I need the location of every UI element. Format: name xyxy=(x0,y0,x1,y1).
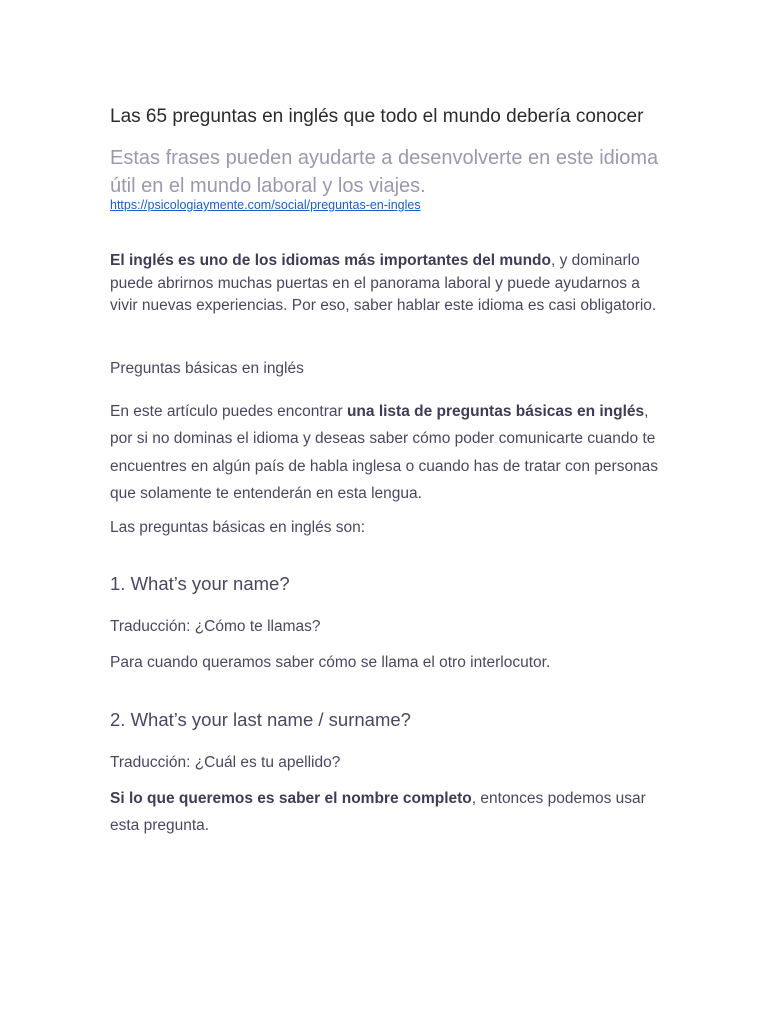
lead-paragraph xyxy=(110,250,670,318)
document-title: Las 65 preguntas en inglés que todo el mundo debería conocer xyxy=(110,106,644,127)
question-explanation-1 xyxy=(110,649,670,677)
source-link[interactable]: https://psicologiaymente.com/social/preguntas-en-ingles xyxy=(110,198,421,212)
question-heading-1: 1. What’s your name? xyxy=(110,573,290,594)
lead-bold-text: El inglés es uno de los idiomas más importantes del mundo xyxy=(110,252,551,269)
question-explanation-bold-2: Si lo que queremos es saber el nombre completo xyxy=(110,789,472,807)
list-intro-paragraph: Las preguntas básicas en inglés son: xyxy=(110,518,366,536)
section-intro-bold-text: una lista de preguntas básicas en inglés xyxy=(346,402,645,420)
question-translation-2: Traducción: ¿Cuál es tu apellido? xyxy=(110,753,341,771)
section-intro-text-before: En este artículo puedes encontrar xyxy=(110,402,347,420)
document-page xyxy=(110,104,670,840)
question-explanation-text-1: Para cuando queramos saber cómo se llama el otro interlocutor. xyxy=(110,654,551,671)
document-subtitle: Estas frases pueden ayudarte a desenvolverte en este idioma útil en el mundo laboral y los viajes. xyxy=(110,147,659,197)
section-heading: Preguntas básicas en inglés xyxy=(110,359,304,377)
question-explanation-2 xyxy=(110,785,670,840)
section-intro-paragraph xyxy=(110,398,670,508)
lead-text: , y dominarlo puede abrirnos muchas puertas en el panorama laboral y puede ayudarnos a vivir nuevas experiencias. Por eso, saber hablar este idioma es casi obligatorio. xyxy=(110,252,657,314)
question-explanation-text-2: , entonces podemos usar esta pregunta. xyxy=(110,789,646,834)
question-heading-2: 2. What’s your last name / surname? xyxy=(110,708,411,730)
section-intro-text-after: , por si no dominas el idioma y deseas saber cómo poder comunicarte cuando te encuentres en algún país de habla inglesa o cuando has de tratar con personas que solamente te entenderán en esta lengua. xyxy=(110,402,659,502)
question-translation-1: Traducción: ¿Cómo te llamas? xyxy=(110,618,321,635)
